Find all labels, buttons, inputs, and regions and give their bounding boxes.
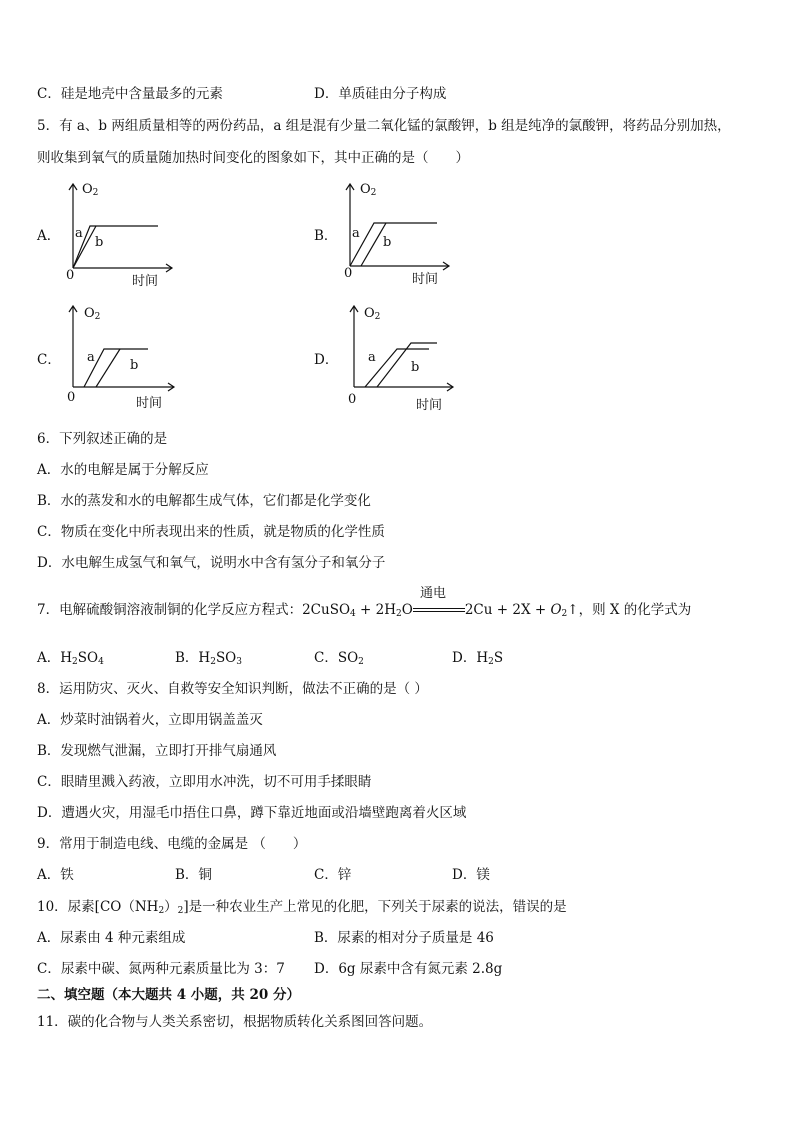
q9-stem: 9．常用于制造电线、电缆的金属是 （ ） [37,836,307,852]
q6-option-b: B．水的蒸发和水的电解都生成气体，它们都是化学变化 [37,493,371,509]
q10-option-d: D．6g 尿素中含有氮元素 2.8g [314,961,503,977]
graph-b-x-label: 时间 [412,272,439,287]
graph-c-series-a: a [87,350,95,365]
q7-option-a: A．$H_2SO_4$ [37,650,104,667]
q5-graph-c [60,302,190,402]
graph-b-series-b: b [383,235,392,250]
q10-option-b: B．尿素的相对分子质量是 46 [314,930,494,946]
q4-option-c: C．硅是地壳中含量最多的元素 [37,86,223,102]
q7-stem: 7．电解硫酸铜溶液制铜的化学反应方程式：2CuSO$_4$ + $2H_2O$ $2Cu + 2X + O_2↑$，则 X 的化学式为 [37,602,692,619]
q8-stem: 8．运用防灾、灭火、自救等安全知识判断，做法不正确的是（ ） [37,681,428,697]
graph-d-origin: 0 [348,392,357,407]
curve-a [350,223,437,266]
graph-c-series-b: b [130,358,139,373]
q5-option-a-label: A． [37,228,61,244]
q9-option-b: B．铜 [175,867,212,883]
q6-option-c: C．物质在变化中所表现出来的性质，就是物质的化学性质 [37,524,385,540]
q8-option-d: D．遭遇火灾，用湿毛巾捂住口鼻，蹲下靠近地面或沿墙壁跑离着火区域 [37,805,467,821]
q8-option-a: A．炒菜时油锅着火，立即用锅盖盖灭 [37,712,263,728]
q10-option-c: C．尿素中碳、氮两种元素质量比为 3：7 [37,961,285,977]
q5-option-b-label: B． [314,228,338,244]
graph-c-x-label: 时间 [136,396,163,411]
graph-d-series-a: a [368,350,376,365]
q8-option-b: B．发现燃气泄漏，立即打开排气扇通风 [37,743,277,759]
q7-option-b: B．$H_2SO_3$ [175,650,242,667]
graph-d-x-label: 时间 [416,398,443,413]
q6-option-a: A．水的电解是属于分解反应 [37,462,209,478]
graph-b-series-a: a [352,226,360,241]
q4-option-d: D．单质硅由分子构成 [314,86,447,102]
graph-d-y-label: $O_2$ [364,306,381,322]
q5-graph-d [341,302,471,402]
q6-option-d: D．水电解生成氢气和氧气，说明水中含有氢分子和氧分子 [37,555,386,571]
q7-option-d: D．$H_2S$ [452,650,504,667]
q8-option-c: C．眼睛里溅入药液，立即用水冲洗，切不可用手揉眼睛 [37,774,372,790]
q7-equation: 2CuSO$_4$ + $2H_2O$ $2Cu + 2X + O_2↑$ [302,602,579,619]
graph-b-y-label: $O_2$ [360,182,377,198]
graph-a-x-label: 时间 [132,274,159,289]
curve-b [377,343,437,387]
q9-option-a: A．铁 [37,867,74,883]
q5-stem-line2: 则收集到氧气的质量随加热时间变化的图象如下，其中正确的是（ ） [37,150,469,166]
q10-option-a: A．尿素由 4 种元素组成 [37,930,186,946]
section-2-title: 二、填空题（本大题共 4 小题，共 20 分） [37,987,300,1003]
graph-a-y-label: $O_2$ [82,182,99,198]
q5-stem-line1: 5．有 a、b 两组质量相等的两份药品，a 组是混有少量二氧化锰的氯酸钾，b 组是纯净的氯酸钾，将药品分别加热， [37,118,731,134]
graph-a-origin: 0 [66,268,75,283]
graph-b-origin: 0 [344,266,353,281]
q5-option-c-label: C． [37,352,61,368]
curve-a [73,226,158,268]
q7-option-c: C．$SO_2$ [314,650,364,667]
graph-a-series-a: a [75,226,83,241]
graph-c-origin: 0 [67,390,76,405]
q7-condition: 通电 [420,586,447,601]
graph-c-y-label: $O_2$ [84,306,101,322]
graph-d-series-b: b [411,360,420,375]
graph-a-series-b: b [95,235,104,250]
curve-b [96,349,120,387]
q10-stem: 10．尿素$[CO(NH_2)_2]$是一种农业生产上常见的化肥，下列关于尿素的说法，错误的是 [37,899,567,916]
q9-option-c: C．锌 [314,867,352,883]
q6-stem: 6．下列叙述正确的是 [37,431,168,447]
q11-stem: 11．碳的化合物与人类关系密切，根据物质转化关系图回答问题。 [37,1014,433,1030]
q9-option-d: D．镁 [452,867,490,883]
q5-option-d-label: D． [314,352,339,368]
